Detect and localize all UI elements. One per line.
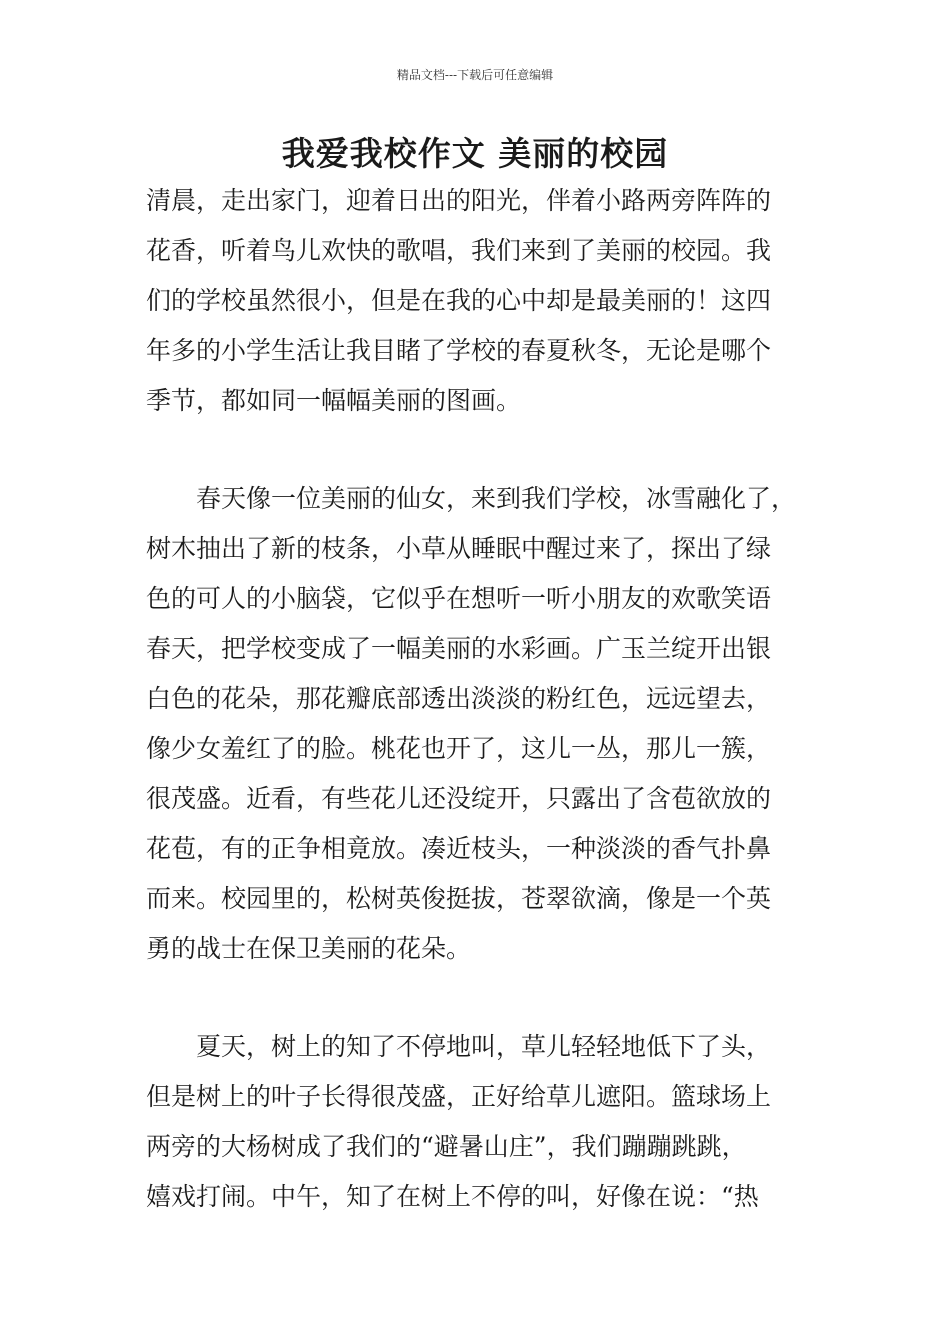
text-line: 季节，都如同一幅幅美丽的图画。	[146, 386, 522, 415]
text-line: 春天像一位美丽的仙女，来到我们学校，冰雪融化了，	[146, 484, 797, 513]
text-line: 夏天，树上的知了不停地叫，草儿轻轻地低下了头，	[146, 1032, 772, 1061]
text-line: 清晨，走出家门，迎着日出的阳光，伴着小路两旁阵阵的	[146, 186, 772, 215]
text-line: 色的可人的小脑袋，它似乎在想听一听小朋友的欢歌笑语	[146, 584, 772, 613]
text-line: 两旁的大杨树成了我们的“避暑山庄”，我们蹦蹦跳跳，	[146, 1132, 747, 1161]
paragraph-spring	[146, 474, 826, 974]
text-line: 树木抽出了新的枝条，小草从睡眠中醒过来了，探出了绿	[146, 534, 772, 563]
document-title: 我爱我校作文 美丽的校园	[281, 134, 669, 173]
text-line: 春天，把学校变成了一幅美丽的水彩画。广玉兰绽开出银	[146, 634, 772, 663]
text-line: 像少女羞红了的脸。桃花也开了，这儿一丛，那儿一簇，	[146, 734, 772, 763]
text-line: 年多的小学生活让我目睹了学校的春夏秋冬，无论是哪个	[146, 336, 772, 365]
text-line: 们的学校虽然很小，但是在我的心中却是最美丽的！这四	[146, 286, 772, 315]
header-note: 精品文档---下载后可任意编辑	[396, 68, 554, 82]
paragraph-summer	[146, 1022, 826, 1222]
paragraph-intro	[146, 176, 826, 426]
text-line: 而来。校园里的，松树英俊挺拔，苍翠欲滴，像是一个英	[146, 884, 772, 913]
text-line: 花香，听着鸟儿欢快的歌唱，我们来到了美丽的校园。我	[146, 236, 772, 265]
text-line: 白色的花朵，那花瓣底部透出淡淡的粉红色，远远望去，	[146, 684, 772, 713]
text-line: 很茂盛。近看，有些花儿还没绽开，只露出了含苞欲放的	[146, 784, 772, 813]
text-line: 勇的战士在保卫美丽的花朵。	[146, 934, 472, 963]
text-line: 嬉戏打闹。中午，知了在树上不停的叫，好像在说：“热	[146, 1182, 759, 1211]
text-line: 但是树上的叶子长得很茂盛，正好给草儿遮阳。篮球场上	[146, 1082, 772, 1111]
text-line: 花苞，有的正争相竟放。凑近枝头，一种淡淡的香气扑鼻	[146, 834, 772, 863]
